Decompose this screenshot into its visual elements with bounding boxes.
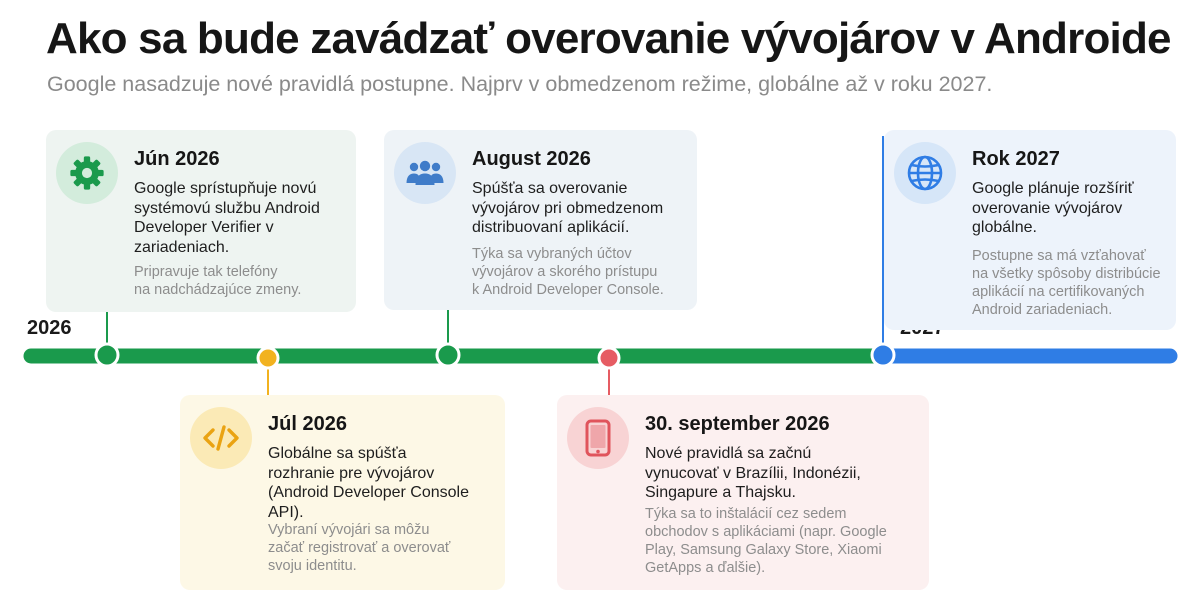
milestone-card-jul-2026 bbox=[180, 395, 505, 590]
milestone-card-sep-2026 bbox=[557, 395, 929, 590]
year-label-start: 2026 bbox=[27, 317, 72, 339]
milestone-title: August 2026 bbox=[472, 148, 591, 170]
globe-icon bbox=[894, 142, 956, 204]
page-title: Ako sa bude zavádzať overovanie vývojárov v Androide bbox=[46, 14, 1171, 63]
marker-2027 bbox=[872, 344, 894, 366]
milestone-note: Týka sa to inštalácií cez sedem obchodov s aplikáciami (napr. Google Play, Samsung Galaxy Store, Xiaomi GetApps a ďalšie). bbox=[645, 506, 887, 576]
milestone-card-2027 bbox=[884, 130, 1176, 330]
milestone-description: Nové pravidlá sa začnú vynucovať v Brazílii, Indonézii, Singapure a Thajsku. bbox=[645, 445, 861, 501]
gear-icon bbox=[56, 142, 118, 204]
milestone-title: 30. september 2026 bbox=[645, 413, 830, 435]
marker-jun bbox=[96, 344, 118, 366]
people-icon bbox=[394, 142, 456, 204]
milestone-description: Spúšťa sa overovanie vývojárov pri obmedzenom distribuovaní aplikácií. bbox=[472, 180, 664, 236]
milestone-card-jun-2026 bbox=[46, 130, 356, 312]
milestone-description: Google plánuje rozšíriť overovanie vývojárov globálne. bbox=[972, 180, 1134, 236]
milestone-title: Jún 2026 bbox=[134, 148, 220, 170]
marker-aug bbox=[437, 344, 459, 366]
milestone-description: Globálne sa spúšťa rozhranie pre vývojárov (Android Developer Console API). bbox=[268, 445, 469, 521]
milestone-title: Rok 2027 bbox=[972, 148, 1060, 170]
milestone-note: Pripravuje tak telefóny na nadchádzajúce zmeny. bbox=[134, 264, 302, 298]
milestone-note: Vybraní vývojári sa môžu začať registrovať a overovať svoju identitu. bbox=[268, 522, 451, 574]
milestone-note: Postupne sa má vzťahovať na všetky spôsoby distribúcie aplikácií na certifikovaných Android zariadeniach. bbox=[972, 248, 1161, 318]
marker-sep bbox=[599, 348, 619, 368]
milestone-description: Google sprístupňuje novú systémovú službu Android Developer Verifier v zariadeniach. bbox=[134, 180, 320, 256]
page-subtitle: Google nasadzuje nové pravidlá postupne. Najprv v obmedzenom režime, globálne až v roku 2027. bbox=[47, 72, 993, 96]
milestone-title: Júl 2026 bbox=[268, 413, 347, 435]
marker-jul bbox=[258, 348, 278, 368]
milestone-note: Týka sa vybraných účtov vývojárov a skorého prístupu k Android Developer Console. bbox=[472, 246, 664, 298]
milestone-card-aug-2026 bbox=[384, 130, 697, 310]
phone-icon bbox=[567, 407, 629, 469]
code-icon bbox=[190, 407, 252, 469]
